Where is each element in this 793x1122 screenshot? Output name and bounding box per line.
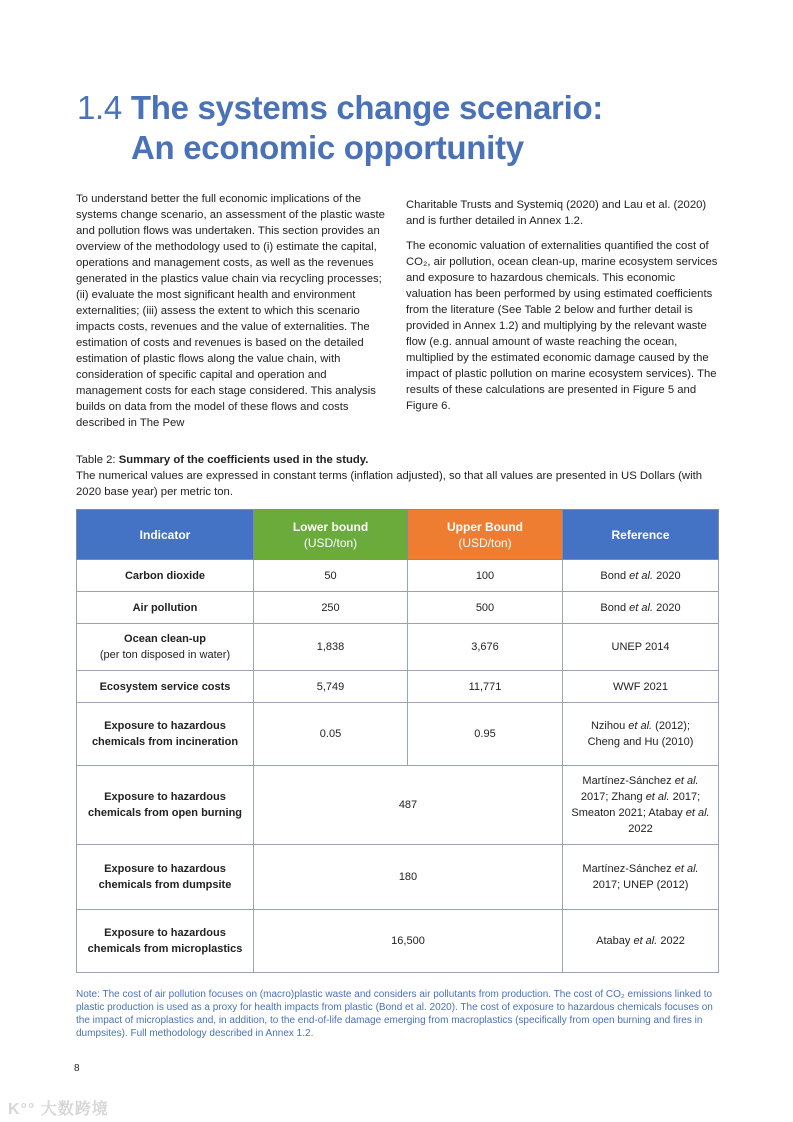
table-caption-text: The numerical values are expressed in constant terms (inflation adjusted), so that all values are presented in US Dollars (with 2020 base year) per metric ton. [76,470,703,498]
combined-value-cell: 16,500 [254,910,563,973]
body-paragraph: The economic valuation of externalities quantified the cost of CO₂, air pollution, ocean clean-up, marine ecosystem services and exposure to hazardous chemicals. This economic valuation has been performed by using estimated coefficients from the literature (See Table 2 below and further detail is provided in Annex 1.2) and multiplying by the relevant waste flow (e.g. annual amount of waste reaching the ocean, multiplied by the estimated economic damage caused by the impact of plastic pollution on marine ecosystem services). The results of these calculations are presented in Figure 5 and Figure 6. [406,240,718,412]
lower-bound-cell: 250 [254,592,408,624]
body-column-right [406,197,720,423]
body-column-left [76,191,388,440]
upper-bound-cell: 0.95 [408,703,563,766]
upper-bound-cell: 500 [408,592,563,624]
table-row [77,703,719,766]
watermark-logo: K°° 大数跨境 [8,1101,109,1118]
heading-line-1: The systems change scenario: [130,89,603,126]
header-lower-unit: (USD/ton) [303,535,358,550]
coefficients-table [76,509,719,973]
table-row [77,766,719,845]
reference-cell: Bond et al. 2020 [563,560,719,592]
header-upper-unit: (USD/ton) [458,535,512,550]
header-lower-label: Lower bound [292,519,369,534]
header-indicator: Indicator [77,510,254,560]
reference-cell: Martínez-Sánchez et al. 2017; Zhang et al. 2017; Smeaton 2021; Atabay et al. 2022 [563,766,719,845]
indicator-cell [77,624,254,671]
header-upper-bound [408,510,563,560]
lower-bound-cell: 0.05 [254,703,408,766]
table-caption-prefix: Table 2: [76,454,119,466]
upper-bound-cell: 100 [408,560,563,592]
indicator-sublabel: (per ton disposed in water) [99,649,231,661]
combined-value-cell: 487 [254,766,563,845]
table-row [77,560,719,592]
reference-cell: WWF 2021 [563,671,719,703]
indicator-cell: Carbon dioxide [77,560,254,592]
heading-line-2: An economic opportunity [131,129,524,166]
indicator-cell: Ecosystem service costs [77,671,254,703]
body-paragraph: To understand better the full economic implications of the systems change scenario, an assessment of the plastic waste and pollution flows was undertaken. This section provides an overview of the methodology used to (i) estimate the capital, operations and management costs, as well as the revenues generated in the plastics value chain via recycling processes; (ii) evaluate the most significant health and environment externalities; (iii) assess the extent to which this scenario impacts costs, revenues and the value of externalities. The estimation of costs and revenues is based on the detailed estimation of plastic flows along the value chain, with consideration of specific capital and operation and management costs for each stage considered. This analysis builds on data from the model of these flows and costs described in The Pew [76,193,385,429]
table-row [77,592,719,624]
indicator-label: Ocean clean-up [124,633,206,645]
indicator-cell: Exposure to hazardous chemicals from microplastics [77,910,254,973]
table-caption [76,452,726,500]
reference-cell: Nzihou et al. (2012); Cheng and Hu (2010) [563,703,719,766]
indicator-cell: Air pollution [77,592,254,624]
indicator-cell: Exposure to hazardous chemicals from dumpsite [77,845,254,910]
section-heading [77,88,603,168]
page-number: 8 [74,1063,80,1074]
upper-bound-cell: 3,676 [408,624,563,671]
lower-bound-cell: 1,838 [254,624,408,671]
combined-value-cell: 180 [254,845,563,910]
table-row [77,671,719,703]
table-header-row [77,510,719,560]
indicator-cell: Exposure to hazardous chemicals from incineration [77,703,254,766]
lower-bound-cell: 50 [254,560,408,592]
reference-cell: Atabay et al. 2022 [563,910,719,973]
reference-cell: Bond et al. 2020 [563,592,719,624]
table-row [77,910,719,973]
body-paragraph: Charitable Trusts and Systemiq (2020) and Lau et al. (2020) and is further detailed in Annex 1.2. [406,199,707,227]
table-row [77,845,719,910]
reference-cell: UNEP 2014 [563,624,719,671]
indicator-cell: Exposure to hazardous chemicals from open burning [77,766,254,845]
upper-bound-cell: 11,771 [408,671,563,703]
table-caption-title: Summary of the coefficients used in the study. [118,454,369,466]
header-upper-label: Upper Bound [447,519,523,534]
lower-bound-cell: 5,749 [254,671,408,703]
header-reference: Reference [563,510,719,560]
header-lower-bound [254,510,408,560]
table-row [77,624,719,671]
table-note: Note: The cost of air pollution focuses on (macro)plastic waste and considers air pollutants from production. The cost of CO₂ emissions linked to plastic production is used as a proxy for health impacts from plastic (Bond et al. 2020). The cost of exposure to hazardous chemicals focuses on the impact of microplastics and, in addition, to the end-of-life damage emerging from macroplastics (specifically from open burning and fires in dumpsites). Full methodology described in Annex 1.2. [76,989,713,1039]
section-number: 1.4 [77,89,122,126]
reference-cell: Martínez-Sánchez et al. 2017; UNEP (2012) [563,845,719,910]
